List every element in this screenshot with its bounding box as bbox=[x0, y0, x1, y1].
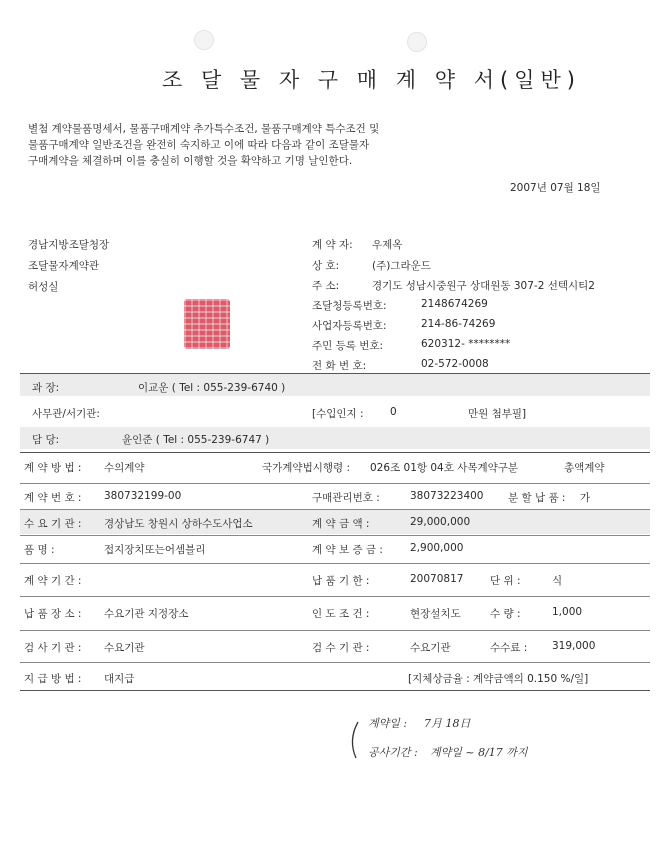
contractor-label-2: 상 호: bbox=[312, 260, 340, 272]
staff-row-shade-1 bbox=[20, 374, 650, 396]
revenue-stamp-label: [수입인지 : bbox=[312, 408, 364, 420]
agency-label: 수 요 기 관 : bbox=[24, 518, 82, 530]
place-value: 수요기관 지정장소 bbox=[104, 608, 189, 620]
condition-value: 현장설치도 bbox=[410, 608, 461, 620]
mgmt-no-label: 구매관리번호 : bbox=[312, 492, 380, 504]
method-label: 계 약 방 법 : bbox=[24, 462, 82, 474]
delivery-label: 납 품 기 한 : bbox=[312, 575, 370, 587]
rule-8 bbox=[20, 662, 650, 663]
payment-value: 대지급 bbox=[104, 673, 135, 685]
condition-label: 인 도 조 건 : bbox=[312, 608, 370, 620]
staff-row-shade-2 bbox=[20, 427, 650, 449]
deposit-label: 계 약 보 증 금 : bbox=[312, 544, 383, 556]
rule-4 bbox=[20, 535, 650, 536]
accept-label: 검 수 기 관 : bbox=[312, 642, 370, 654]
law-value: 026조 01항 04호 사목계약구분 bbox=[370, 462, 519, 474]
rule-1 bbox=[20, 452, 650, 453]
section-chief-label: 과 장: bbox=[32, 382, 60, 394]
amount-value: 29,000,000 bbox=[410, 516, 471, 528]
contractor-value-1: 우제옥 bbox=[372, 239, 403, 251]
intro-line-3: 구매계약을 체결하며 이를 충실히 이행할 것을 확약하고 기명 날인한다. bbox=[28, 155, 353, 167]
punch-hole-left bbox=[194, 30, 214, 50]
item-value: 접지장치또는어셈블리 bbox=[104, 544, 206, 556]
contractor-value-7: 02-572-0008 bbox=[421, 358, 489, 370]
buyer-officer: 조달물자계약관 bbox=[28, 260, 100, 272]
law-type: 총액계약 bbox=[564, 462, 605, 474]
contractor-label-3: 주 소: bbox=[312, 280, 340, 292]
mgmt-no-value: 38073223400 bbox=[410, 490, 484, 502]
buyer-name: 허성실 bbox=[28, 281, 59, 293]
quantity-value: 1,000 bbox=[552, 606, 583, 618]
section-chief-value: 이교운 ( Tel : 055-239-6740 ) bbox=[138, 382, 286, 394]
handwritten-contract-date-label: 계약일 : bbox=[368, 717, 408, 730]
intro-line-1: 별첨 계약물품명세서, 물품구매계약 추가특수조건, 물품구매계약 특수조건 및 bbox=[28, 123, 380, 135]
place-label: 납 품 장 소 : bbox=[24, 608, 82, 620]
rule-6 bbox=[20, 596, 650, 597]
contractor-label-4: 조달청등록번호: bbox=[312, 300, 387, 312]
official-seal bbox=[184, 299, 230, 349]
deposit-value: 2,900,000 bbox=[410, 542, 464, 554]
inspect-value: 수요기관 bbox=[104, 642, 145, 654]
revenue-stamp-value: 0 bbox=[390, 406, 397, 418]
contractor-value-6: 620312- ******** bbox=[421, 338, 511, 350]
split-delivery-value: 가 bbox=[580, 492, 591, 504]
handwritten-period-label: 공사기간 : bbox=[368, 746, 418, 759]
method-value: 수의계약 bbox=[104, 462, 145, 474]
item-label: 품 명 : bbox=[24, 544, 55, 556]
rule-bottom bbox=[20, 690, 650, 691]
contractor-label-6: 주민 등록 번호: bbox=[312, 340, 384, 352]
person-label: 담 당: bbox=[32, 434, 60, 446]
inspect-label: 검 사 기 관 : bbox=[24, 642, 82, 654]
contractor-value-5: 214-86-74269 bbox=[421, 318, 496, 330]
unit-value: 식 bbox=[552, 575, 563, 587]
contractor-label-5: 사업자등록번호: bbox=[312, 320, 387, 332]
contractor-value-3: 경기도 성남시중원구 상대원동 307-2 선텍시티2 bbox=[372, 280, 595, 292]
delivery-value: 20070817 bbox=[410, 573, 464, 585]
contractor-value-2: (주)그라운드 bbox=[372, 260, 431, 272]
payment-label: 지 급 방 법 : bbox=[24, 673, 82, 685]
penalty-rate: [지체상금율 : 계약금액의 0.150 %/일] bbox=[408, 673, 589, 685]
rule-5 bbox=[20, 563, 650, 564]
office-label: 사무관/서기관: bbox=[32, 408, 100, 420]
law-label: 국가계약법시행령 : bbox=[262, 462, 351, 474]
rule-2 bbox=[20, 483, 650, 484]
contractor-value-4: 2148674269 bbox=[421, 298, 488, 310]
rule-3 bbox=[20, 509, 650, 510]
contract-date: 2007년 07월 18일 bbox=[510, 182, 601, 194]
amount-label: 계 약 금 액 : bbox=[312, 518, 370, 530]
unit-label: 단 위 : bbox=[490, 575, 521, 587]
period-label: 계 약 기 간 : bbox=[24, 575, 82, 587]
fee-label: 수수료 : bbox=[490, 642, 528, 654]
accept-value: 수요기관 bbox=[410, 642, 451, 654]
rule-7 bbox=[20, 630, 650, 631]
contractor-label-7: 전 화 번 호: bbox=[312, 360, 367, 372]
quantity-label: 수 량 : bbox=[490, 608, 521, 620]
intro-line-2: 물품구매계약 일반조건을 완전히 숙지하고 이에 따라 다음과 같이 조달물자 bbox=[28, 139, 370, 151]
revenue-stamp-suffix: 만원 첨부필] bbox=[468, 408, 527, 420]
document-title: 조 달 물 자 구 매 계 약 서(일반) bbox=[162, 68, 581, 92]
punch-hole-right bbox=[407, 32, 427, 52]
contract-no-value: 380732199-00 bbox=[104, 490, 182, 502]
contractor-label-1: 계 약 자: bbox=[312, 239, 353, 251]
split-delivery-label: 분 할 납 품 : bbox=[508, 492, 566, 504]
handwritten-bracket bbox=[344, 720, 364, 760]
handwritten-contract-date-value: 7月 18日 bbox=[424, 717, 471, 730]
person-value: 윤인준 ( Tel : 055-239-6747 ) bbox=[122, 434, 270, 446]
rule-top bbox=[20, 373, 650, 374]
buyer-agency: 경남지방조달청장 bbox=[28, 239, 110, 251]
handwritten-period-value: 계약일 ~ 8/17 까지 bbox=[430, 746, 528, 759]
contract-no-label: 계 약 번 호 : bbox=[24, 492, 82, 504]
agency-value: 경상남도 창원시 상하수도사업소 bbox=[104, 518, 253, 530]
fee-value: 319,000 bbox=[552, 640, 596, 652]
